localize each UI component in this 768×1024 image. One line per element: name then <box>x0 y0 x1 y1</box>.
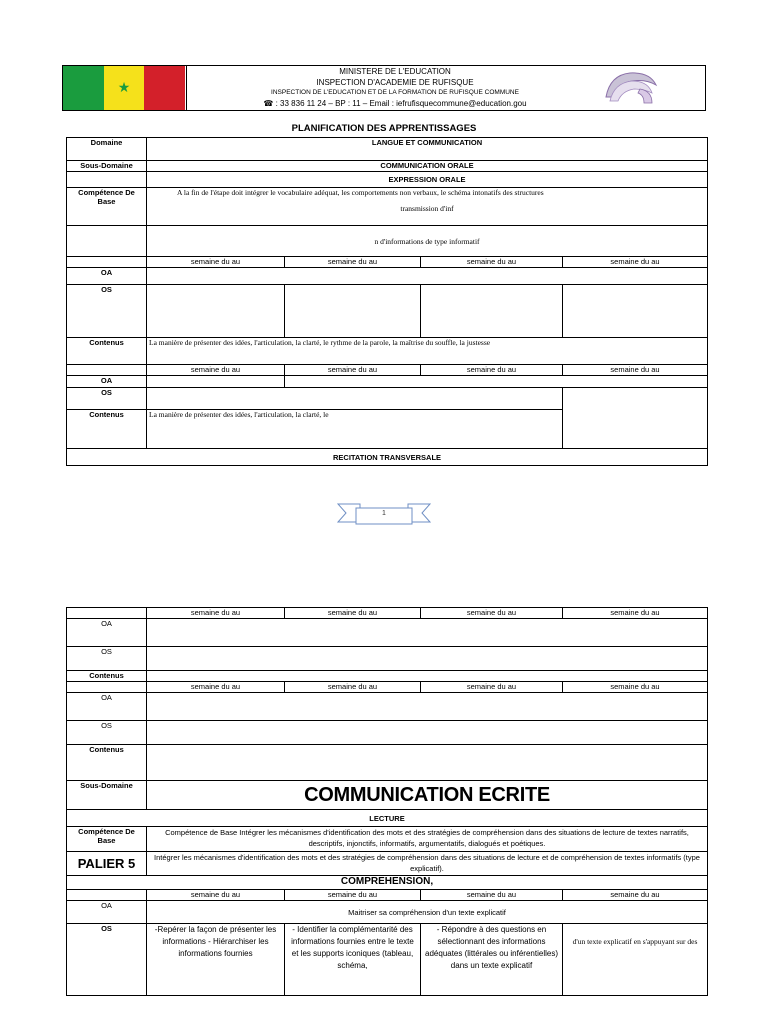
contenus-label: Contenus <box>67 671 147 682</box>
competence-text: A la fin de l'étape doit intégrer le vocabulaire adéquat, les comportements non verbaux, le schéma intonatifs des structures transmission d'inf <box>147 188 708 226</box>
oa-cell[interactable] <box>285 376 708 388</box>
week-cell: semaine du au <box>421 257 563 268</box>
oa-value[interactable] <box>147 693 708 721</box>
contenus-text: La manière de présenter des idées, l'articulation, la clarté, le <box>147 410 563 449</box>
contact-line: ☎ : 33 836 11 24 – BP : 11 – Email : iefrufisquecommune@education.gou <box>263 99 527 108</box>
oa-value[interactable] <box>147 619 708 647</box>
oa-label: OA <box>67 619 147 647</box>
page-number-ribbon <box>336 500 432 526</box>
expression-orale-table <box>66 137 708 466</box>
contenus-label: Contenus <box>67 410 147 449</box>
os-cell[interactable] <box>147 388 563 410</box>
os-cell-3: - Répondre à des questions en sélectionnant des informations adéquates (littérales ou inférentielles) dans un texte explicatif <box>421 924 563 996</box>
senegal-flag-icon: ★ <box>63 66 185 110</box>
os-cell[interactable] <box>147 285 285 338</box>
week-cell: semaine du au <box>285 608 421 619</box>
os-cell[interactable] <box>563 285 708 338</box>
week-cell: semaine du au <box>147 365 285 376</box>
contenus-value[interactable] <box>147 745 708 781</box>
oa-value[interactable] <box>147 268 708 285</box>
os-label: OS <box>67 388 147 410</box>
contenus-label: Contenus <box>67 338 147 365</box>
page-number: 1 <box>382 510 386 517</box>
competence-label: Compétence De Base <box>67 827 147 852</box>
os-cell[interactable] <box>285 285 421 338</box>
oa-cell[interactable] <box>147 376 285 388</box>
week-cell: semaine du au <box>563 257 708 268</box>
os-label: OS <box>67 924 147 996</box>
oa-label: OA <box>67 268 147 285</box>
page-title: PLANIFICATION DES APPRENTISSAGES <box>291 123 477 134</box>
week-cell: semaine du au <box>285 257 421 268</box>
os-label: OS <box>67 721 147 745</box>
sous-domaine-label: Sous-Domaine <box>67 781 147 810</box>
os-value[interactable] <box>147 721 708 745</box>
domaine-value: LANGUE ET COMMUNICATION <box>147 138 708 161</box>
os-label: OS <box>67 285 147 338</box>
ief-logo-icon <box>600 67 664 109</box>
week-cell: semaine du au <box>421 608 563 619</box>
academy-name: INSPECTION D'ACADEMIE DE RUFISQUE <box>316 78 474 87</box>
week-cell: semaine du au <box>421 365 563 376</box>
os-label: OS <box>67 647 147 671</box>
contenus-label: Contenus <box>67 745 147 781</box>
oa-label: OA <box>67 376 147 388</box>
week-cell: semaine du au <box>147 890 285 901</box>
ministry-name: MINISTERE DE L'EDUCATION <box>339 67 451 76</box>
os-cell-4: d'un texte explicatif en s'appuyant sur des <box>563 924 708 996</box>
competence-label: Compétence De Base <box>67 188 147 226</box>
week-cell: semaine du au <box>285 682 421 693</box>
os-cell[interactable] <box>421 285 563 338</box>
week-cell: semaine du au <box>563 890 708 901</box>
contenus-text: La manière de présenter des idées, l'articulation, la clarté, le rythme de la parole, la maîtrise du souffle, la justesse <box>147 338 708 365</box>
communication-ecrite-table <box>66 607 708 996</box>
week-cell: semaine du au <box>563 682 708 693</box>
competence-text-continued: n d'informations de type informatif <box>147 226 708 257</box>
sous-domaine-label: Sous-Domaine <box>67 161 147 172</box>
palier-label: PALIER 5 <box>67 852 147 876</box>
letterhead-text <box>190 66 600 109</box>
expression-orale-title: EXPRESSION ORALE <box>147 172 708 188</box>
oa-label: OA <box>67 693 147 721</box>
week-cell: semaine du au <box>563 365 708 376</box>
lecture-title: LECTURE <box>67 810 708 827</box>
palier-text: Intégrer les mécanismes d'identification des mots et des stratégies de compréhension dans des situations de lecture et de compréhension de textes informatifs (type explicatif). <box>147 852 708 876</box>
competence-text: Compétence de Base Intégrer les mécanismes d'identification des mots et des stratégies de compréhension dans des situations de lecture de textes narratifs, descriptifs, injonctifs, informatifs, argumentatifs, dialogués et poétiques. <box>147 827 708 852</box>
week-cell: semaine du au <box>285 890 421 901</box>
week-cell: semaine du au <box>147 257 285 268</box>
os-value[interactable] <box>147 647 708 671</box>
communication-ecrite-title: COMMUNICATION ECRITE <box>147 781 708 810</box>
week-cell: semaine du au <box>147 682 285 693</box>
sous-domaine-value: COMMUNICATION ORALE <box>147 161 708 172</box>
os-cell-1: -Repérer la façon de présenter les informations - Hiérarchiser les informations fournies <box>147 924 285 996</box>
os-cell[interactable] <box>563 388 708 449</box>
inspection-name: INSPECTION DE L'EDUCATION ET DE LA FORMATION DE RUFISQUE COMMUNE <box>271 89 519 96</box>
os-cell-2: - Identifier la complémentarité des informations fournies entre le texte et les supports iconiques (tableau, schéma, <box>285 924 421 996</box>
domaine-label: Domaine <box>67 138 147 161</box>
oa-label: OA <box>67 901 147 924</box>
week-cell: semaine du au <box>421 682 563 693</box>
week-cell: semaine du au <box>563 608 708 619</box>
week-cell: semaine du au <box>421 890 563 901</box>
week-cell: semaine du au <box>147 608 285 619</box>
contenus-value[interactable] <box>147 671 708 682</box>
recitation-title: RECITATION TRANSVERSALE <box>67 449 708 466</box>
oa-text: Maitriser sa compréhension d'un texte explicatif <box>147 901 708 924</box>
comprehension-title: COMPREHENSION, <box>67 876 708 890</box>
week-cell: semaine du au <box>285 365 421 376</box>
